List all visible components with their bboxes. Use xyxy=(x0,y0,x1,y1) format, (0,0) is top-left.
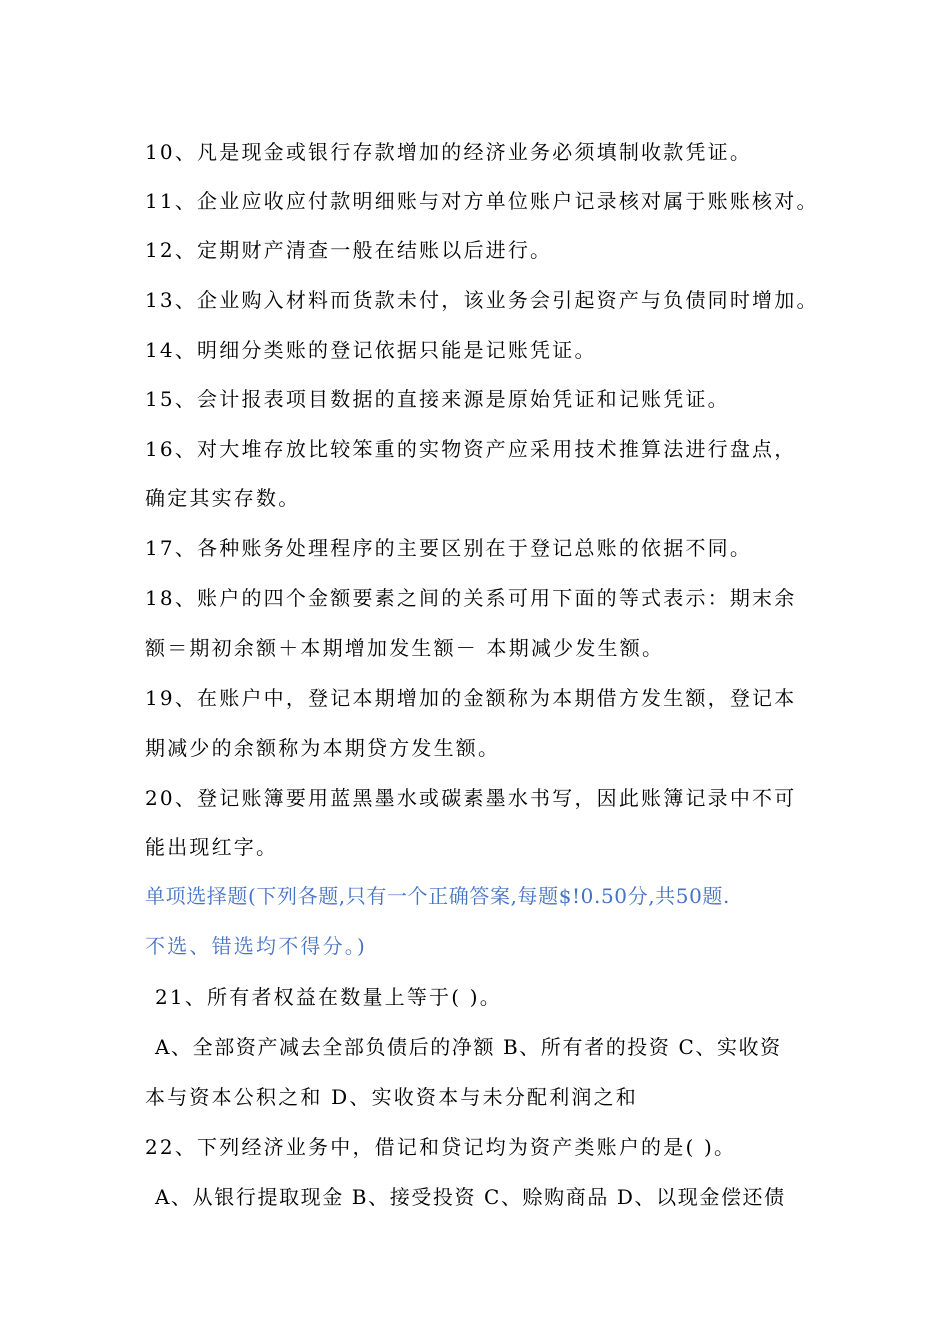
statement-13: 13、企业购入材料而货款未付，该业务会引起资产与负债同时增加。 xyxy=(145,288,819,312)
statement-18-cont: 额＝期初余额＋本期增加发生额－ 本期减少发生额。 xyxy=(145,636,665,660)
section-heading-cont: 不选、错选均不得分。) xyxy=(145,934,368,958)
statement-20-cont: 能出现红字。 xyxy=(145,835,279,859)
statement-19: 19、在账户中，登记本期增加的金额称为本期借方发生额，登记本 xyxy=(145,686,797,710)
statement-15: 15、会计报表项目数据的直接来源是原始凭证和记账凭证。 xyxy=(145,387,730,411)
statement-11: 11、企业应收应付款明细账与对方单位账户记录核对属于账账核对。 xyxy=(145,189,819,213)
statement-17: 17、各种账务处理程序的主要区别在于登记总账的依据不同。 xyxy=(145,536,753,560)
statement-20: 20、登记账簿要用蓝黑墨水或碳素墨水书写，因此账簿记录中不可 xyxy=(145,786,797,810)
statement-16-cont: 确定其实存数。 xyxy=(145,486,301,510)
statement-10: 10、凡是现金或银行存款增加的经济业务必须填制收款凭证。 xyxy=(145,140,753,164)
question-22: 22、下列经济业务中，借记和贷记均为资产类账户的是( )。 xyxy=(145,1135,737,1159)
question-21: 21、所有者权益在数量上等于( )。 xyxy=(155,985,503,1009)
section-heading: 单项选择题(下列各题,只有一个正确答案,每题$!0.50分,共50题. xyxy=(145,884,730,908)
statement-12: 12、定期财产清查一般在结账以后进行。 xyxy=(145,238,553,262)
statement-19-cont: 期减少的余额称为本期贷方发生额。 xyxy=(145,736,501,760)
statement-14: 14、明细分类账的登记依据只能是记账凭证。 xyxy=(145,338,597,362)
statement-16: 16、对大堆存放比较笨重的实物资产应采用技术推算法进行盘点， xyxy=(145,437,797,461)
question-21-options: A、全部资产减去全部负债后的净额 B、所有者的投资 C、实收资 xyxy=(155,1035,782,1059)
statement-18: 18、账户的四个金额要素之间的关系可用下面的等式表示：期末余 xyxy=(145,586,797,610)
question-22-options: A、从银行提取现金 B、接受投资 C、赊购商品 D、以现金偿还债 xyxy=(155,1185,786,1209)
question-21-options-cont: 本与资本公积之和 D、实收资本与未分配利润之和 xyxy=(145,1085,638,1109)
